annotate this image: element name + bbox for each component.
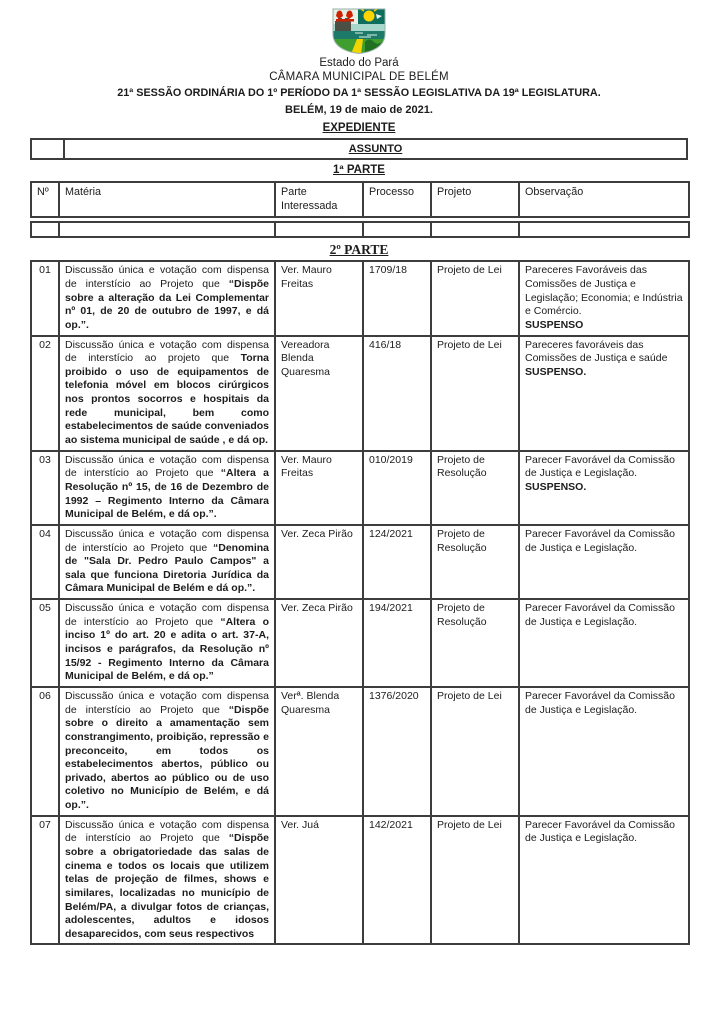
processo-cell: 142/2021 <box>363 816 431 945</box>
processo-cell: 194/2021 <box>363 599 431 687</box>
row-number-cell: 04 <box>31 525 59 599</box>
table-row <box>31 816 689 945</box>
table-row <box>31 261 689 335</box>
session-title: 21ª SESSÃO ORDINÁRIA DO 1º PERÍODO DA 1ª SESSÃO LEGISLATIVA DA 19ª LEGISLATURA. <box>117 87 601 99</box>
materia-bold-text: “Altera o inciso 1º do art. 20 e adita o art. 37-A, incisos e parágrafos, da Resolução nº 15/92 - Regimento Interno da Câmara Municipal de Belém, e dá op.” <box>65 615 270 683</box>
materia-text: Discussão única e votação com dispensa de interstício ao Projeto que <box>65 264 269 290</box>
materia-bold-text: “Dispõe sobre a alteração da Lei Complementar nº 01, de 20 de outubro de 1997, e dá op.”. <box>65 278 269 331</box>
parte-interessada-cell: Verª. Blenda Quaresma <box>275 687 363 816</box>
column-header-num: Nº <box>31 182 59 217</box>
state-name: Estado do Pará <box>319 57 399 69</box>
assunto-table <box>30 138 688 160</box>
row-number-cell: 06 <box>31 687 59 816</box>
projeto-cell: Projeto de Lei <box>431 336 519 451</box>
place-date: BELÉM, 19 de maio de 2021. <box>285 104 433 116</box>
processo-cell: 124/2021 <box>363 525 431 599</box>
observacao-cell <box>519 336 689 451</box>
materia-cell <box>59 451 275 525</box>
row-number-cell: 02 <box>31 336 59 451</box>
parte2-title: 2º PARTE <box>329 242 389 258</box>
processo-cell: 1376/2020 <box>363 687 431 816</box>
projeto-cell: Projeto de Lei <box>431 687 519 816</box>
materia-bold-text: Torna proibido o uso de equipamentos de telefonia móvel em blocos cirúrgicos nos prontos socorros e hospitais da rede municipal, bem como estabelecimentos de saúde conveniados ao sistema municipal de saúde , e dá op. <box>65 352 269 447</box>
materia-cell <box>59 687 275 816</box>
row-number-cell: 01 <box>31 261 59 335</box>
parte-interessada-cell: Ver. Zeca Pirão <box>275 599 363 687</box>
materia-bold-text: “Altera a Resolução nº 15, de 16 de Dezembro de 1992 – Regimento Interno da Câmara Municipal de Belém, e dá op.”. <box>65 467 269 521</box>
column-header-processo: Processo <box>363 182 431 217</box>
belem-coat-of-arms-icon <box>331 8 387 54</box>
observacao-text: Parecer Favorável da Comissão de Justiça e Legislação. <box>525 527 675 554</box>
materia-text: Discussão única e votação com dispensa de interstício ao Projeto que <box>65 602 269 628</box>
materia-text: Discussão única e votação com dispensa de interstício ao Projeto que <box>65 453 269 480</box>
empty-row <box>31 222 689 237</box>
observacao-text: Parecer Favorável da Comissão de Justiça e Legislação. <box>525 818 675 845</box>
parte-interessada-cell: Ver. Mauro Freitas <box>275 451 363 525</box>
materia-text: Discussão única e votação com dispensa de interstício ao Projeto que <box>65 818 269 845</box>
observacao-cell <box>519 599 689 687</box>
table-row <box>31 599 689 687</box>
materia-bold-text: “Denomina de "Sala Dr. Pedro Paulo Campos" a sala que funciona Diretoria Jurídica da Câmara Municipal de Belém e dá op.”. <box>65 541 269 595</box>
materia-cell <box>59 336 275 451</box>
processo-cell: 416/18 <box>363 336 431 451</box>
columns-header-table <box>30 181 690 218</box>
observacao-text: Parecer Favorável da Comissão de Justiça e Legislação. <box>525 453 675 480</box>
parte-interessada-cell: Ver. Zeca Pirão <box>275 525 363 599</box>
parte-interessada-cell: Ver. Mauro Freitas <box>275 261 363 335</box>
observacao-cell <box>519 687 689 816</box>
column-header-observacao: Observação <box>519 182 689 217</box>
table-row <box>31 687 689 816</box>
processo-cell: 010/2019 <box>363 451 431 525</box>
column-header-parte: Parte Interessada <box>275 182 363 217</box>
document-header <box>30 8 688 135</box>
projeto-cell: Projeto de Resolução <box>431 599 519 687</box>
materia-bold-text: “Dispõe sobre o direito a amamentação sem constrangimento, proibição, repressão e preconceito, em todos os estabelecimentos abertos, público ou privado, abertos ao público ou de uso coletivo no Município de Belém, e dá op.”. <box>65 703 269 812</box>
materia-cell <box>59 261 275 335</box>
table-row <box>31 451 689 525</box>
empty-cell <box>275 222 363 237</box>
empty-row-table <box>30 221 690 238</box>
empty-cell <box>431 222 519 237</box>
materia-cell <box>59 816 275 945</box>
row-number-cell: 07 <box>31 816 59 945</box>
parte-interessada-cell: Vereadora Blenda Quaresma <box>275 336 363 451</box>
materia-bold-text: “Dispõe sobre a obrigatoriedade das salas de cinema e todos os locais que utilizem telas de projeção de filmes, shows e similares, localizadas no município de Belém/PA, a divulgar fotos de crianças, adolescentes, adultos e idosos desaparecidos, com seus respectivos <box>65 832 269 940</box>
empty-cell <box>31 222 59 237</box>
observacao-cell <box>519 451 689 525</box>
institution-name: CÂMARA MUNICIPAL DE BELÉM <box>269 71 449 83</box>
observacao-status: SUSPENSO. <box>525 365 587 378</box>
processo-cell: 1709/18 <box>363 261 431 335</box>
assunto-empty-cell <box>31 139 64 159</box>
observacao-status: SUSPENSO <box>525 318 584 331</box>
column-header-materia: Matéria <box>59 182 275 217</box>
parte-interessada-cell: Ver. Juá <box>275 816 363 945</box>
observacao-cell <box>519 261 689 335</box>
observacao-cell <box>519 816 689 945</box>
materia-text: Discussão única e votação com dispensa de interstício ao projeto que <box>65 338 269 365</box>
table-row <box>31 336 689 451</box>
parte1-title: 1ª PARTE <box>333 164 385 177</box>
column-header-projeto: Projeto <box>431 182 519 217</box>
materia-text: Discussão única e votação com dispensa de interstício ao Projeto que <box>65 689 269 716</box>
expediente-table-body <box>31 261 689 944</box>
observacao-status: SUSPENSO. <box>525 480 587 493</box>
observacao-text: Parecer Favorável da Comissão de Justiça e Legislação. <box>525 602 675 628</box>
projeto-cell: Projeto de Lei <box>431 816 519 945</box>
row-number-cell: 03 <box>31 451 59 525</box>
empty-cell <box>59 222 275 237</box>
materia-cell <box>59 525 275 599</box>
projeto-cell: Projeto de Lei <box>431 261 519 335</box>
row-number-cell: 05 <box>31 599 59 687</box>
columns-header-row <box>31 182 689 217</box>
assunto-row <box>31 139 687 159</box>
table-row <box>31 525 689 599</box>
expediente-title: EXPEDIENTE <box>322 122 396 134</box>
empty-cell <box>519 222 689 237</box>
expediente-table <box>30 260 690 945</box>
projeto-cell: Projeto de Resolução <box>431 525 519 599</box>
materia-text: Discussão única e votação com dispensa de interstício ao Projeto que <box>65 527 269 554</box>
assunto-header-cell: ASSUNTO <box>64 139 687 159</box>
observacao-cell <box>519 525 689 599</box>
observacao-text: Pareceres Favoráveis das Comissões de Justiça e Legislação; Economia; e Indústria e Comércio. <box>525 264 683 318</box>
materia-cell <box>59 599 275 687</box>
observacao-text: Pareceres favoráveis das Comissões de Justiça e saúde <box>525 338 668 365</box>
projeto-cell: Projeto de Resolução <box>431 451 519 525</box>
empty-cell <box>363 222 431 237</box>
document-content <box>30 8 688 945</box>
observacao-text: Parecer Favorável da Comissão de Justiça e Legislação. <box>525 689 675 716</box>
